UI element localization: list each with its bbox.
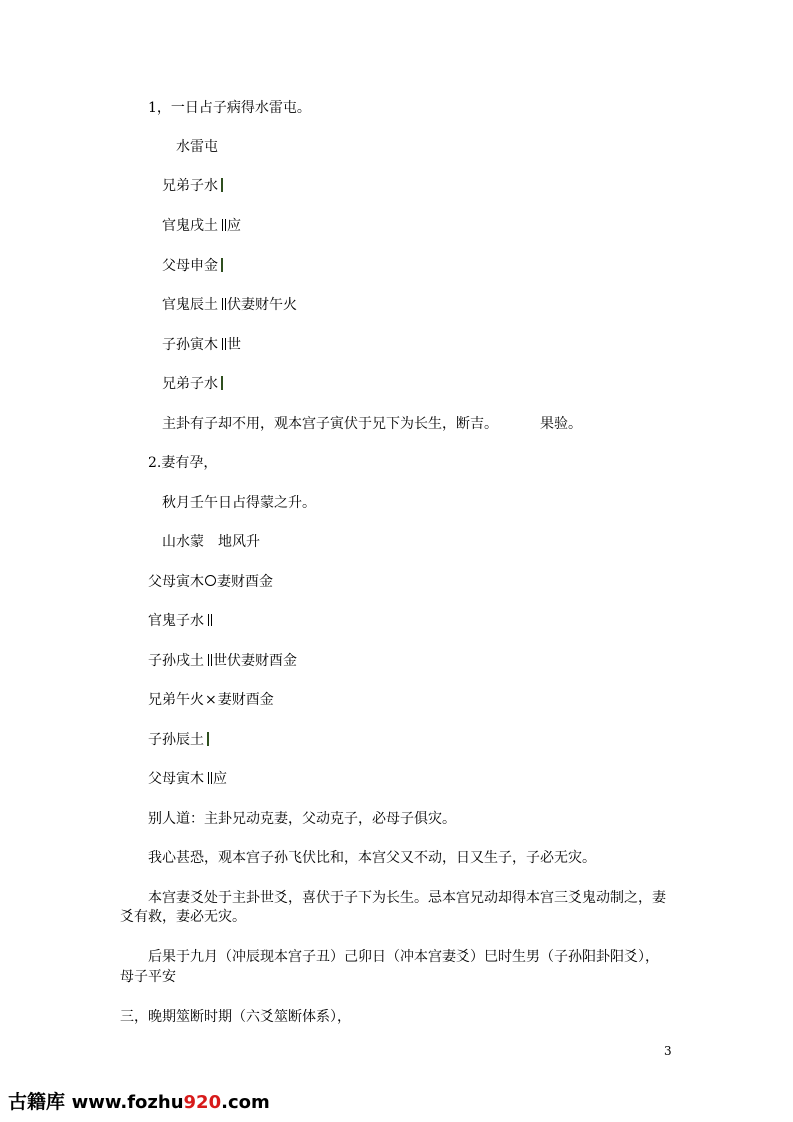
case1-result: 果验。 (540, 416, 582, 432)
case1-line-5: 子孙寅木 世 (162, 337, 241, 353)
case2-para1-line2: 爻有救，妻必无灾。 (120, 909, 246, 925)
case1-analysis: 主卦有子却不用，观本宫子寅伏于兄下为长生，断吉。 (162, 416, 498, 432)
footer-watermark (8, 1090, 270, 1115)
yang-yao-icon (221, 376, 223, 390)
yin-yao-icon (221, 219, 227, 231)
case2-para2-line1: 后果于九月（冲辰现本宫子丑）己卯日（冲本宫妻爻）巳时生男（子孙阳卦阳爻）， (148, 949, 659, 965)
yang-yao-icon (221, 178, 223, 192)
yin-yao-icon (207, 654, 213, 666)
footer-site: www.fozhu920.com (71, 1092, 270, 1113)
case1-line-3: 父母申金 (162, 257, 223, 275)
page-number: 3 (664, 1044, 672, 1058)
case2-gua-names: 山水蒙 地风升 (162, 534, 260, 550)
yin-yao-icon (221, 338, 227, 350)
yang-yao-icon (207, 732, 209, 746)
case2-line-6: 父母寅木 应 (148, 771, 227, 787)
yin-yao-icon (207, 614, 213, 626)
yin-yao-icon (207, 772, 213, 784)
moving-yin-cross-icon: × (205, 692, 217, 708)
case2-line-1: 父母寅木 妻财酉金 (148, 574, 273, 590)
case1-line-1: 兄弟子水 (162, 177, 223, 195)
case2-intro: 秋月壬午日占得蒙之升。 (162, 495, 316, 511)
case2-others-said: 别人道：主卦兄动克妻，父动克子，必母子俱灾。 (148, 811, 456, 827)
case2-line-3: 子孙戌土 世伏妻财酉金 (148, 653, 297, 669)
case1-gua-name: 水雷屯 (176, 139, 218, 155)
case2-line-5: 子孙辰土 (148, 731, 209, 749)
case2-heading: 2.妻有孕， (148, 455, 218, 471)
case2-para2-line2: 母子平安 (120, 969, 176, 985)
case2-my-view: 我心甚恐，观本宫子孙飞伏比和，本宫父又不动，日又生子，子必无灾。 (148, 850, 596, 866)
footer-brand: 古籍库 (8, 1091, 66, 1113)
case1-heading: 1，一日占子病得水雷屯。 (148, 100, 311, 116)
case2-line-2: 官鬼子水 (148, 612, 213, 630)
yang-yao-icon (221, 258, 223, 272)
case2-line-4: 兄弟午火×妻财酉金 (148, 692, 274, 708)
section3-heading: 三，晚期筮断时期（六爻筮断体系）， (120, 1009, 351, 1025)
case1-line-6: 兄弟子水 (162, 375, 223, 393)
case2-para1-line1: 本宫妻爻处于主卦世爻，喜伏于子下为长生。忌本宫兄动却得本宫三爻鬼动制之，妻 (148, 890, 666, 906)
moving-yang-circle-icon (205, 575, 216, 586)
yin-yao-icon (221, 298, 227, 310)
case1-line-4: 官鬼辰土 伏妻财午火 (162, 297, 297, 313)
case1-line-2: 官鬼戌土 应 (162, 218, 241, 234)
